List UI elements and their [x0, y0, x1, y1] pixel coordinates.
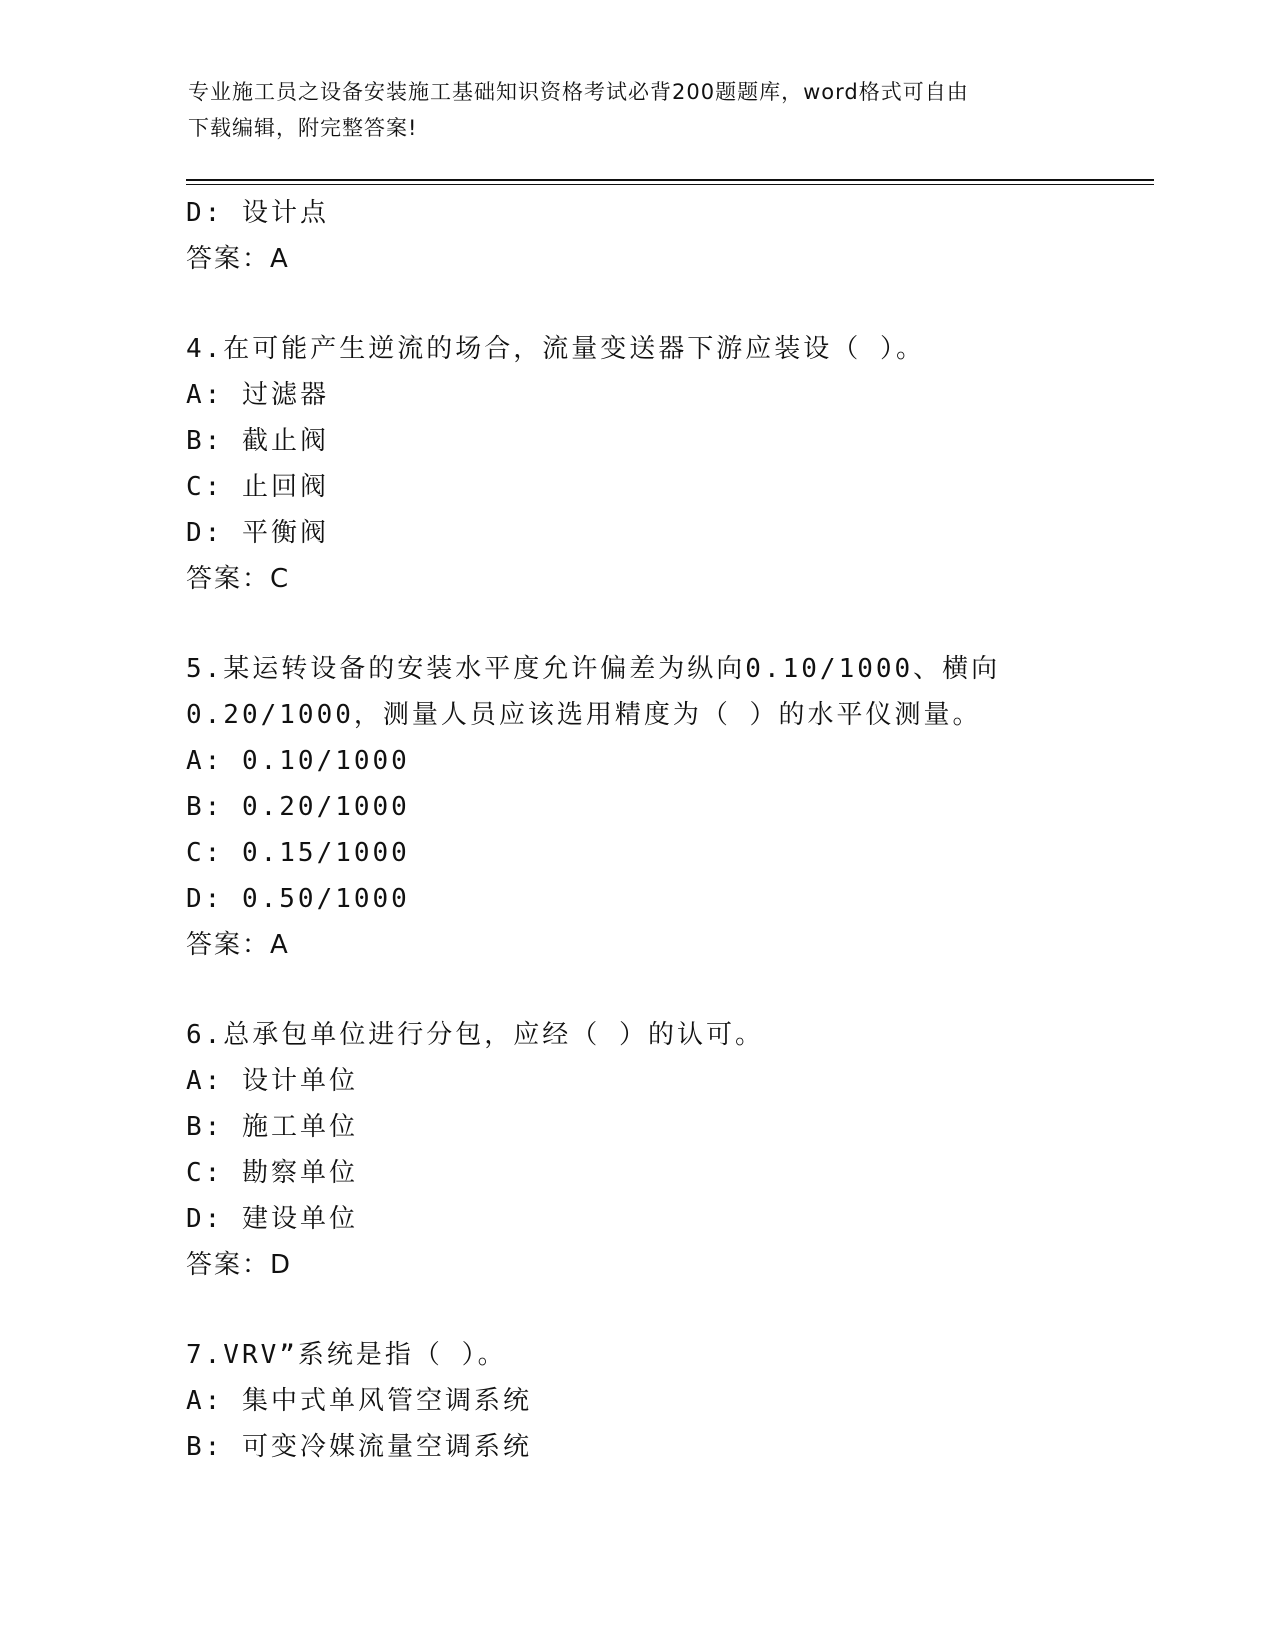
header-rule-thick	[186, 179, 1154, 181]
document-header	[188, 74, 1068, 146]
question-stem: 6.总承包单位进行分包，应经（ ）的认可。	[186, 1020, 764, 1050]
spacer	[186, 282, 1154, 326]
question-stem-line-2: 0.20/1000，测量人员应该选用精度为（ ）的水平仪测量。	[186, 700, 982, 730]
option-b: B: 施工单位	[186, 1112, 358, 1142]
spacer	[186, 1288, 1154, 1332]
option-c: C: 止回阀	[186, 472, 329, 502]
question-5	[186, 646, 1154, 968]
question-stem: 4.在可能产生逆流的场合，流量变送器下游应装设（ ）。	[186, 334, 925, 364]
option-d: D: 设计点	[186, 198, 329, 228]
answer-line: 答案：D	[186, 1250, 293, 1280]
answer-line: 答案：A	[186, 244, 290, 274]
spacer	[186, 968, 1154, 1012]
option-a: A: 集中式单风管空调系统	[186, 1386, 532, 1416]
header-line-2: 下载编辑，附完整答案!	[188, 116, 418, 140]
question-stem: 7.VRV”系统是指（ ）。	[186, 1340, 507, 1370]
answer-line: 答案：A	[186, 930, 290, 960]
header-rule-thin	[186, 184, 1154, 185]
option-a: A: 过滤器	[186, 380, 329, 410]
option-b: B: 可变冷媒流量空调系统	[186, 1432, 532, 1462]
spacer	[186, 602, 1154, 646]
header-line-1: 专业施工员之设备安装施工基础知识资格考试必背200题题库，word格式可自由	[188, 80, 969, 104]
option-d: D: 平衡阀	[186, 518, 329, 548]
previous-question-tail	[186, 190, 1154, 282]
question-stem-line-1: 5.某运转设备的安装水平度允许偏差为纵向0.10/1000、横向	[186, 654, 1001, 684]
option-a: A: 设计单位	[186, 1066, 358, 1096]
option-b: B: 截止阀	[186, 426, 329, 456]
option-d: D: 0.50/1000	[186, 884, 410, 914]
option-d: D: 建设单位	[186, 1204, 358, 1234]
option-c: C: 勘察单位	[186, 1158, 358, 1188]
option-b: B: 0.20/1000	[186, 792, 410, 822]
option-c: C: 0.15/1000	[186, 838, 410, 868]
question-6	[186, 1012, 1154, 1288]
answer-line: 答案：C	[186, 564, 291, 594]
option-a: A: 0.10/1000	[186, 746, 410, 776]
question-7	[186, 1332, 1154, 1470]
question-4	[186, 326, 1154, 602]
question-list	[186, 190, 1154, 1470]
